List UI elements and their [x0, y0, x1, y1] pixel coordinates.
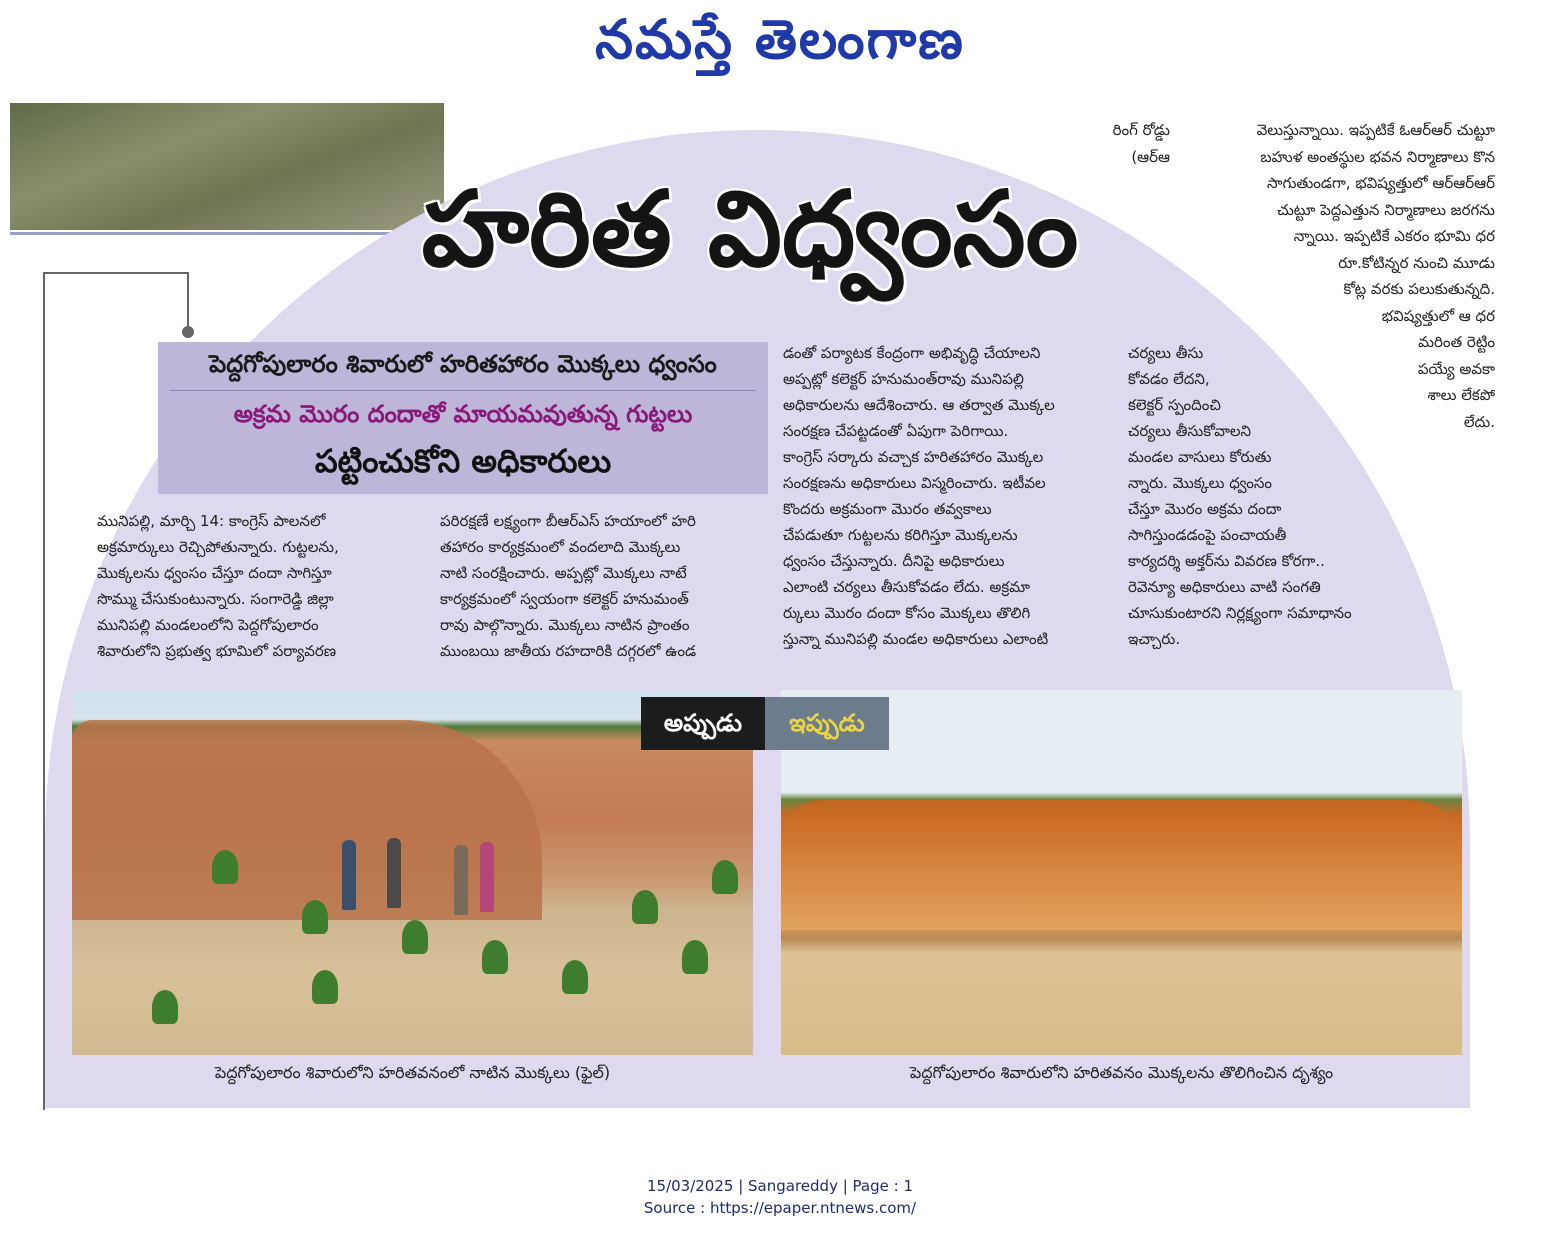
- masthead-logo: నమస్తే తెలంగాణ: [595, 8, 965, 71]
- sapling: [712, 860, 738, 894]
- text-line: మరింత రెట్టిం: [1418, 333, 1495, 351]
- divider: [43, 272, 45, 1110]
- text-line: కలెక్టర్ స్పందించి: [1128, 396, 1221, 414]
- text-line: తహారం కార్యక్రమంలో వందలాది మొక్కలు: [440, 538, 681, 556]
- prev-article-text-a: [1070, 117, 1170, 170]
- excavated-hill: [781, 800, 1462, 930]
- sapling: [302, 900, 328, 934]
- tag-then: అప్పుడు: [641, 697, 765, 750]
- text-line: ఎలాంటి చర్యలు తీసుకోవడం లేదు. అక్రమా: [783, 578, 1030, 596]
- text-line: భవిష్యత్తులో ఆ ధర: [1381, 306, 1495, 325]
- text-line: చూసుకుంటారని నిర్లక్ష్యంగా సమాధానం: [1128, 604, 1352, 622]
- footer-source: Source : https://epaper.ntnews.com/: [643, 1199, 917, 1217]
- article-column-4: [1128, 340, 1420, 652]
- text-line: సాగుతుండగా, భవిష్యత్తులో ఆర్‌ఆర్‌ఆర్: [1267, 174, 1495, 192]
- text-line: చర్యలు తీసు: [1128, 344, 1204, 362]
- text-line: చర్యలు తీసుకోవాలని: [1128, 422, 1252, 440]
- text-line: మండల వాసులు కోరుతు: [1128, 448, 1272, 466]
- divider: [43, 272, 189, 274]
- text-line: చేస్తూ మొరం అక్రమ దందా: [1128, 500, 1282, 518]
- divider: [170, 390, 756, 391]
- text-line: కార్యదర్శి అక్తర్‌ను వివరణ కోరగా..: [1128, 552, 1325, 570]
- text-line: కొందరు అక్రమంగా మొరం తవ్వకాలు: [783, 500, 992, 518]
- subhead-1: పెద్దగోపులారం శివారులో హరితహారం మొక్కలు ధ్వంసం: [209, 350, 717, 378]
- sapling: [482, 940, 508, 974]
- caption-right: పెద్దగోపులారం శివారులోని హరితవనం మొక్కలను తొలిగించిన దృశ్యం: [909, 1063, 1334, 1082]
- text-line: ర్కులు మొరం దందా కోసం మొక్కలు తొలిగి: [783, 604, 1031, 622]
- text-line: స్తున్నా మునిపల్లి మండల అధికారులు ఎలాంటి: [783, 630, 1049, 648]
- article-column-2: [440, 508, 760, 664]
- tag-now: ఇప్పుడు: [765, 697, 889, 750]
- footer-date-edition: 15/03/2025 | Sangareddy | Page : 1: [646, 1177, 913, 1195]
- text-line: మునిపల్లి, మార్చి 14: కాంగ్రెస్ పాలనలో: [97, 512, 326, 530]
- text-line: సాగిస్తుండడంపై పంచాయతీ: [1128, 526, 1287, 544]
- text-line: చుట్టూ పెద్దఎత్తున నిర్మాణాలు జరగను: [1277, 200, 1495, 219]
- person: [454, 845, 468, 915]
- sapling: [212, 850, 238, 884]
- text-line: అధికారులను ఆదేశించారు. ఆ తర్వాత మొక్కల: [783, 396, 1055, 414]
- article-column-3: [783, 340, 1105, 652]
- text-line: న్నారు. మొక్కలు ధ్వంసం: [1128, 474, 1272, 492]
- text-line: అక్రమార్కులు రెచ్చిపోతున్నారు. గుట్టలను,: [97, 538, 339, 556]
- text-line: శివారులోని ప్రభుత్వ భూమిలో పర్యావరణ: [97, 642, 337, 660]
- divider: [187, 272, 189, 330]
- subhead-2: అక్రమ మొరం దందాతో మాయమవుతున్న గుట్టలు: [233, 400, 693, 428]
- text-line: డంతో పర్యాటక కేంద్రంగా అభివృద్ధి చేయాలని: [783, 344, 1041, 362]
- text-line: సొమ్ము చేసుకుంటున్నారు. సంగారెడ్డి జిల్లా: [97, 590, 334, 608]
- sapling: [312, 970, 338, 1004]
- caption-left: పెద్దగోపులారం శివారులోని హరితవనంలో నాటిన మొక్కలు (ఫైల్): [214, 1063, 611, 1082]
- text-line: నాటి సంరక్షించారు. అప్పట్లో మొక్కలు నాటే: [440, 564, 687, 582]
- text-line: బహుళ అంతస్థుల భవన నిర్మాణాలు కొన: [1260, 147, 1495, 166]
- text-line: కోవడం లేదని,: [1128, 370, 1210, 388]
- text-line: ముంబయి జాతీయ రహదారికి దగ్గరలో ఉండ: [440, 642, 697, 660]
- text-line: కార్యక్రమంలో స్వయంగా కలెక్టర్ హనుమంత్: [440, 590, 689, 608]
- text-line: రింగ్ రోడ్డు: [1112, 121, 1170, 139]
- text-line: కోట్ల వరకు పలుకుతున్నది.: [1343, 280, 1495, 298]
- sapling: [632, 890, 658, 924]
- text-line: సంరక్షణ చేపట్టడంతో ఏపుగా పెరిగాయి.: [783, 422, 1009, 440]
- text-line: మొక్కలను ధ్వంసం చేస్తూ దందా సాగిస్తూ: [97, 564, 332, 582]
- subhead-3: పట్టించుకోని అధికారులు: [314, 442, 612, 480]
- sapling: [402, 920, 428, 954]
- person: [342, 840, 356, 910]
- text-line: ధ్వంసం చేస్తున్నారు. దీనిపై అధికారులు: [783, 552, 1005, 570]
- bullet-dot: [182, 326, 194, 338]
- text-line: రూ.కోటిన్నర నుంచి మూడు: [1338, 253, 1495, 272]
- text-line: సంరక్షణను అధికారులు విస్మరించారు. ఇటీవల: [783, 474, 1046, 492]
- sapling: [152, 990, 178, 1024]
- article-column-1: [97, 508, 415, 664]
- text-line: పరిరక్షణే లక్ష్యంగా బీఆర్‌ఎస్ హయాంలో హరి: [440, 512, 696, 530]
- text-line: రెవెన్యూ అధికారులు వాటి సంగతి: [1128, 578, 1321, 596]
- hill-shape: [72, 720, 542, 920]
- sapling: [562, 960, 588, 994]
- sapling: [682, 940, 708, 974]
- person: [480, 842, 494, 912]
- headline: హరిత విధ్వంసం: [421, 168, 1079, 290]
- text-line: వెలుస్తున్నాయి. ఇప్పటికే ఓఆర్‌ఆర్ చుట్టూ: [1256, 121, 1495, 139]
- text-line: న్నాయి. ఇప్పటికే ఎకరం భూమి ధర: [1293, 227, 1495, 245]
- text-line: శాలు లేకపో: [1427, 386, 1495, 404]
- text-line: మునిపల్లి మండలంలోని పెద్దగోపులారం: [97, 616, 319, 634]
- text-line: పయ్యే అవకా: [1417, 359, 1495, 378]
- text-line: కాంగ్రెస్ సర్కారు వచ్చాక హరితహారం మొక్కల: [783, 448, 1044, 466]
- text-line: అప్పట్లో కలెక్టర్ హనుమంత్‌రావు మునిపల్లి: [783, 370, 1024, 388]
- text-line: చేపడుతూ గుట్టలను కరిగిస్తూ మొక్కలను: [783, 526, 1018, 544]
- text-line: రావు పాల్గొన్నారు. మొక్కలు నాటిన ప్రాంతం: [440, 616, 690, 634]
- text-line: లేదు.: [1463, 412, 1495, 431]
- person: [387, 838, 401, 908]
- text-line: (ఆర్‌ఆ: [1131, 147, 1170, 166]
- text-line: ఇచ్చారు.: [1128, 630, 1181, 648]
